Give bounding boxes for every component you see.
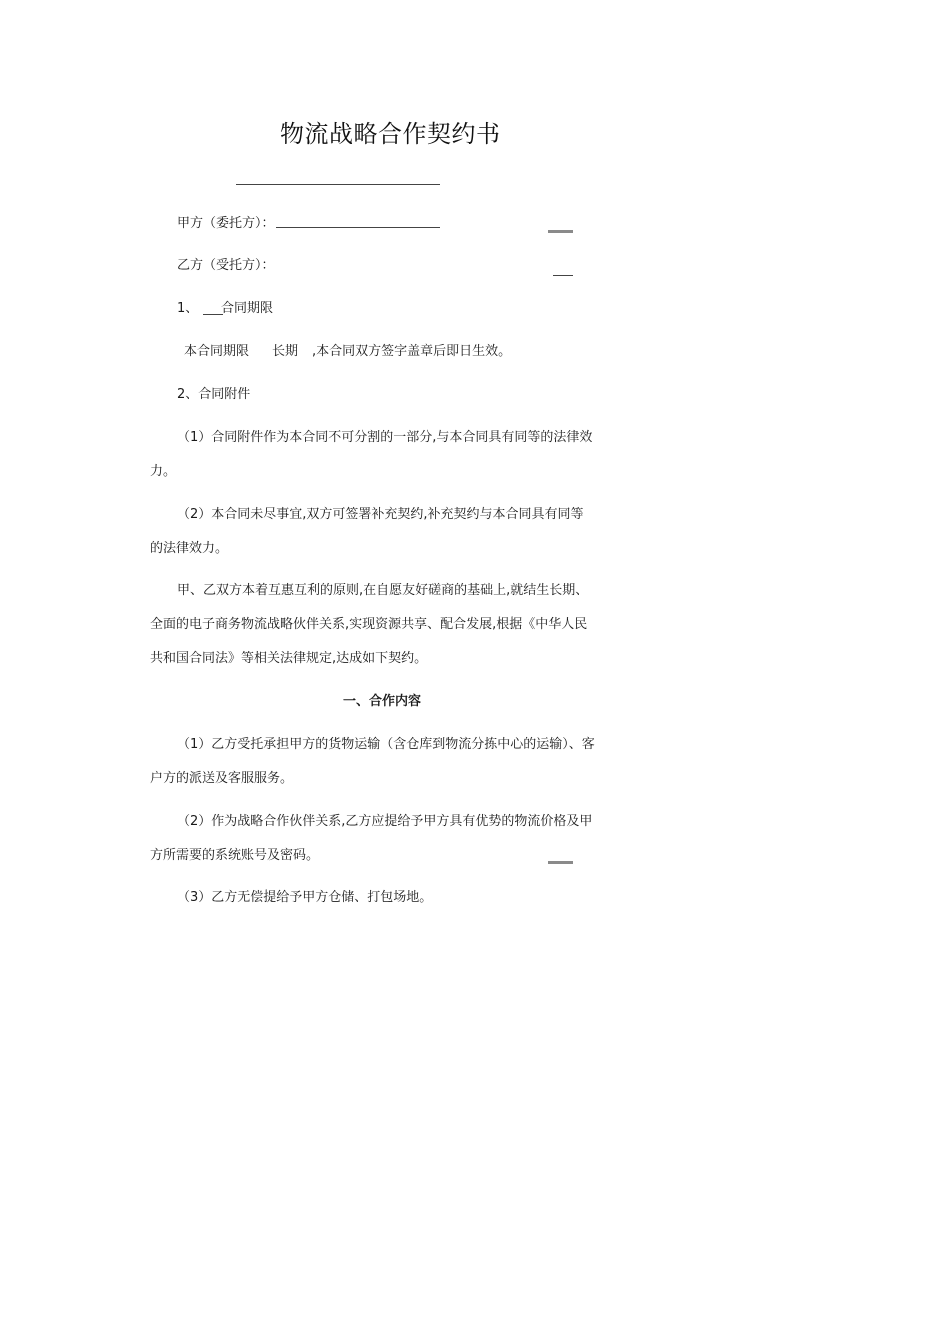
section2-item1-line1: （1）合同附件作为本合同不可分割的一部分,与本合同具有同等的法律效 — [177, 430, 593, 445]
margin-mark — [548, 861, 573, 864]
section2-item2-line1: （2）本合同未尽事宜,双方可签署补充契约,补充契约与本合同具有同等 — [177, 507, 584, 522]
preamble-line3: 共和国合同法》等相关法律规定,达成如下契约。 — [150, 651, 428, 666]
title-underline — [236, 184, 440, 185]
chapter1-item1-line2: 户方的派送及客服服务。 — [150, 771, 294, 786]
chapter1-item1-line1: （1）乙方受托承担甲方的货物运输（含仓库到物流分拣中心的运输）、客 — [177, 737, 595, 752]
section1-number: 1、 — [177, 301, 199, 316]
preamble-line2: 全面的电子商务物流战略伙伴关系,实现资源共享、配合发展,根据《中华人民 — [150, 617, 588, 632]
party-a-label: 甲方（委托方）： — [177, 216, 275, 231]
section1-text-c: ,本合同双方签字盖章后即日生效。 — [312, 344, 512, 359]
section1-text-a: 本合同期限 — [184, 344, 250, 359]
section2-item2-line2: 的法律效力。 — [150, 541, 229, 556]
chapter1-heading: 一、合作内容 — [343, 694, 422, 709]
section2-item1-line2: 力。 — [150, 464, 177, 479]
document-title: 物流战略合作契约书 — [280, 120, 501, 148]
preamble-line1: 甲、乙双方本着互惠互利的原则,在自愿友好磋商的基础上,就结生长期、 — [177, 583, 589, 598]
section1-term-value: 长期 — [272, 344, 299, 359]
section1-heading: 合同期限 — [221, 301, 274, 316]
section2-heading: 2、合同附件 — [177, 387, 251, 402]
chapter1-item3-line1: （3）乙方无偿提给予甲方仓储、打包场地。 — [177, 890, 433, 905]
margin-mark — [548, 230, 573, 233]
chapter1-item2-line1: （2）作为战略合作伙伴关系,乙方应提给予甲方具有优势的物流价格及甲 — [177, 814, 593, 829]
section1-blank — [203, 314, 223, 315]
chapter1-item2-line2: 方所需要的系统账号及密码。 — [150, 848, 320, 863]
party-b-blank — [553, 275, 573, 276]
party-a-blank — [276, 227, 440, 228]
party-b-label: 乙方（受托方）： — [177, 258, 275, 273]
